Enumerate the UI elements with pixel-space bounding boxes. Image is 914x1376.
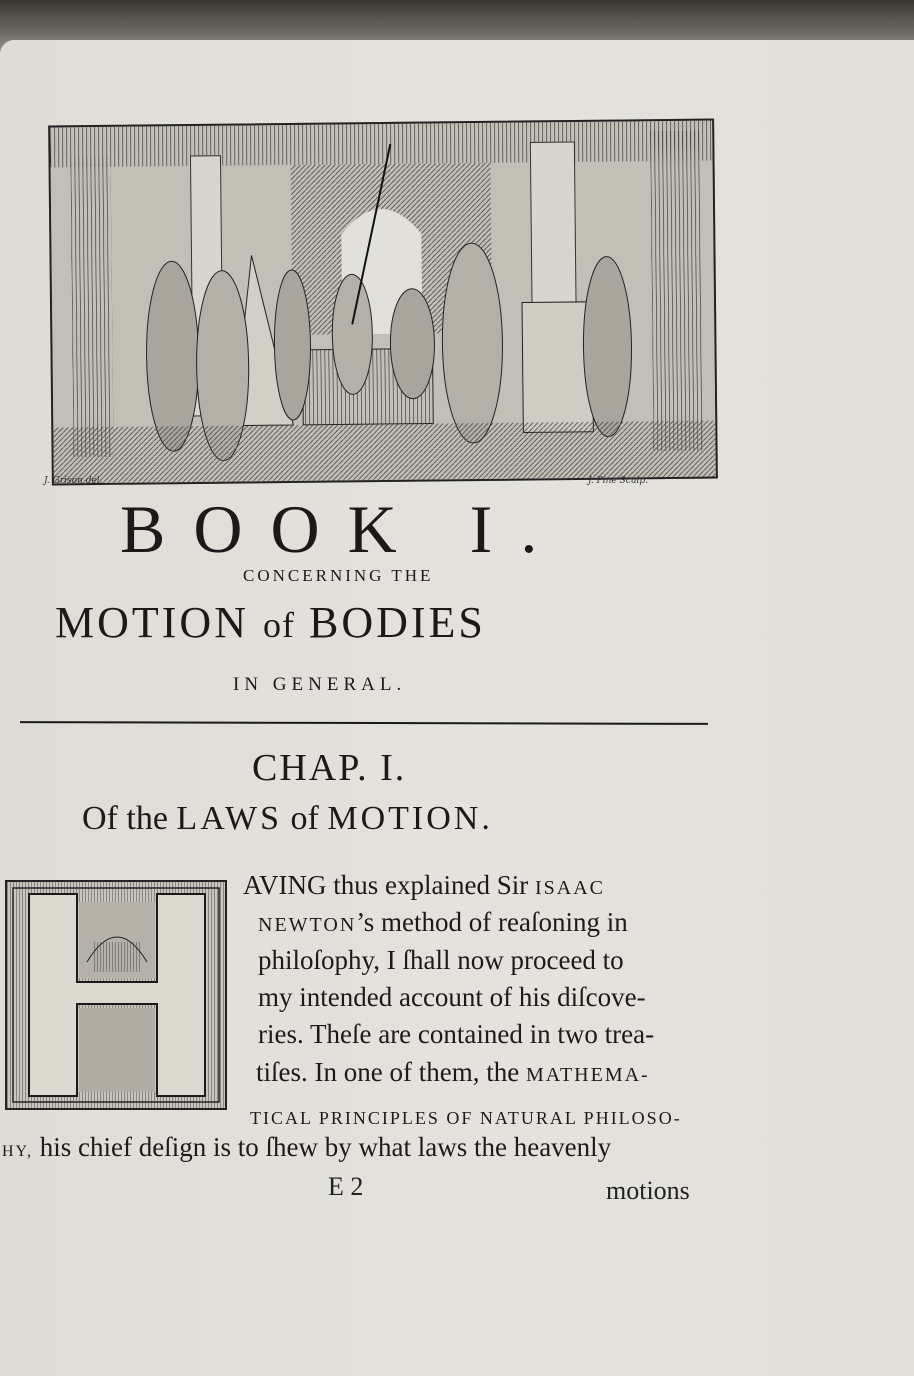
subtitle-concerning: CONCERNING THE bbox=[243, 566, 434, 585]
engraving-credit-draftsman: J. Grison del. bbox=[44, 476, 103, 486]
body-line-7 bbox=[250, 1100, 682, 1131]
name-isaac: ISAAC bbox=[534, 877, 605, 899]
subtitle-motion-of-bodies bbox=[55, 597, 486, 648]
body-line-5: ries. Theſe are contained in two trea- bbox=[258, 1019, 655, 1049]
chapter-label: CHAP. I. bbox=[252, 747, 407, 789]
decorated-initial-h bbox=[5, 880, 227, 1110]
body-line-6 bbox=[256, 1057, 650, 1088]
body-line-3: philoſophy, I ſhall now proceed to bbox=[258, 945, 624, 975]
word-mathematical: MATHEMA- bbox=[525, 1064, 650, 1086]
body-line-8 bbox=[2, 1132, 611, 1163]
body-line-2-text: ’s method of reaſoning in bbox=[356, 907, 628, 937]
engraving-credit-engraver: J. Pine Sculp. bbox=[588, 476, 649, 486]
body-line-6-text: tiſes. In one of them, the bbox=[256, 1057, 520, 1087]
chapter-title-of: of bbox=[290, 800, 319, 837]
word-phy-end: HY, bbox=[2, 1143, 34, 1160]
subtitle-word-motion: MOTION bbox=[55, 598, 249, 647]
name-newton: NEWTON bbox=[258, 914, 357, 936]
subtitle-word-bodies: BODIES bbox=[308, 598, 486, 647]
chapter-title-motion: MOTION. bbox=[327, 800, 493, 837]
body-line-1-text: AVING thus explained Sir bbox=[243, 870, 529, 900]
chapter-title-laws: LAWS bbox=[176, 800, 283, 837]
subtitle-in-general: IN GENERAL. bbox=[233, 674, 407, 695]
signature-mark: E 2 bbox=[328, 1172, 364, 1201]
body-line-8-text: his chief deſign is to ſhew by what laws the heavenly bbox=[33, 1132, 612, 1162]
body-line-4: my intended account of his diſcove- bbox=[258, 982, 646, 1012]
chapter-title bbox=[82, 800, 493, 838]
title-principia: TICAL PRINCIPLES OF NATURAL PHILOSO- bbox=[250, 1108, 682, 1128]
book-title: BOOK I. bbox=[120, 491, 566, 567]
body-line-2 bbox=[258, 907, 628, 938]
body-line-1 bbox=[243, 870, 605, 901]
chapter-title-pre: Of the bbox=[82, 800, 168, 837]
catchword: motions bbox=[606, 1176, 690, 1205]
subtitle-word-of: of bbox=[262, 605, 295, 645]
headpiece-engraving bbox=[48, 119, 718, 486]
